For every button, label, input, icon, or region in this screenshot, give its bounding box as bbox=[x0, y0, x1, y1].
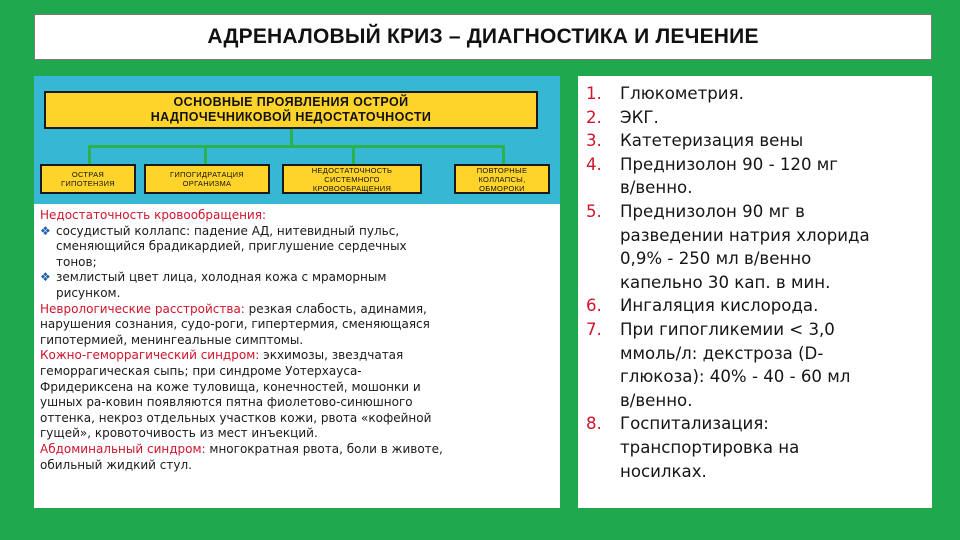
abd-line1: многократная рвота, боли в животе, bbox=[209, 441, 443, 456]
box-hypotension-line1: ОСТРАЯ bbox=[71, 170, 105, 179]
main-manifestations-box bbox=[44, 91, 538, 129]
treatment-item bbox=[586, 412, 928, 483]
treatment-line: Глюкометрия. bbox=[620, 84, 744, 103]
box-circulation-failure bbox=[282, 164, 422, 194]
manifestations-diagram bbox=[34, 76, 560, 204]
treatment-line: ЭКГ. bbox=[620, 107, 659, 127]
treatment-line: Ингаляция кислорода. bbox=[620, 296, 819, 316]
box-collapses-line2: КОЛЛАПСЫ, bbox=[478, 174, 526, 184]
treatment-line: Преднизолон 90 мг в bbox=[620, 201, 805, 221]
treatment-item-text bbox=[620, 294, 928, 318]
treatment-item bbox=[586, 82, 928, 106]
treatment-line: в/венно. bbox=[620, 390, 693, 410]
bullet2-line2: рисунком. bbox=[56, 285, 121, 300]
treatment-item-number: 3. bbox=[586, 131, 602, 151]
treatment-line: При гипогликемии < 3,0 bbox=[620, 319, 835, 339]
symptoms-text bbox=[40, 208, 554, 473]
skin-line1: экхимозы, звездчатая bbox=[263, 348, 404, 363]
treatment-item-number: 7. bbox=[586, 319, 602, 339]
connector-1 bbox=[88, 145, 91, 164]
abdominal-paragraph bbox=[40, 442, 554, 473]
heading-neuro: Неврологические расстройства: bbox=[40, 301, 245, 316]
box-collapses-line1: ПОВТОРНЫЕ bbox=[476, 165, 528, 175]
treatment-item bbox=[586, 200, 928, 294]
box-hypotension bbox=[40, 164, 136, 194]
treatment-item bbox=[586, 129, 928, 153]
bullet-collapse bbox=[40, 224, 554, 271]
box-circulation-line1: НЕДОСТАТОЧНОСТЬ bbox=[311, 165, 393, 175]
neuro-line1: резкая слабость, адинамия, bbox=[248, 301, 427, 316]
treatment-line: в/венно. bbox=[620, 178, 693, 198]
treatment-line: транспортировка на bbox=[620, 437, 800, 457]
bullet1-line1: сосудистый коллапс: падение АД, нитевидный пульс, bbox=[56, 223, 400, 238]
neuro-paragraph bbox=[40, 302, 554, 349]
treatment-line: 0,9% - 250 мл в/венно bbox=[620, 249, 812, 269]
connector-2 bbox=[204, 145, 207, 164]
treatment-item bbox=[586, 294, 928, 318]
left-panel bbox=[34, 76, 560, 508]
box-hypohydration-line2: ОРГАНИЗМА bbox=[182, 179, 232, 188]
treatment-line: Преднизолон 90 - 120 мг bbox=[620, 154, 839, 174]
heading-abdominal: Абдоминальный синдром: bbox=[40, 441, 206, 456]
treatment-item-text bbox=[620, 106, 928, 130]
skin-paragraph bbox=[40, 348, 554, 442]
treatment-line: глюкоза): 40% - 40 - 60 мл bbox=[620, 367, 851, 387]
diamond-bullet-icon: ❖ bbox=[40, 270, 51, 285]
treatment-item bbox=[586, 318, 928, 412]
treatment-item bbox=[586, 153, 928, 200]
diamond-bullet-icon: ❖ bbox=[40, 223, 51, 238]
treatment-line: Катетеризация вены bbox=[620, 131, 804, 151]
treatment-item-text bbox=[620, 318, 928, 412]
bullet1-line2: сменяющийся брадикардией, приглушение сердечных bbox=[56, 239, 407, 254]
skin-line5: оттенка, некроз отдельных участков кожи, рвота «кофейной bbox=[40, 410, 432, 425]
slide-title-box bbox=[34, 14, 932, 60]
connector-top bbox=[290, 129, 293, 146]
skin-line3: Фридериксена на коже туловища, конечностей, мошонки и bbox=[40, 379, 421, 394]
treatment-item-text bbox=[620, 153, 928, 200]
heading-skin: Кожно-геморрагический синдром: bbox=[40, 348, 260, 363]
treatment-item-number: 1. bbox=[586, 84, 602, 103]
treatment-item-number: 8. bbox=[586, 414, 602, 434]
treatment-item bbox=[586, 106, 928, 130]
bullet1-line3: тонов; bbox=[56, 254, 97, 269]
connector-4 bbox=[502, 145, 505, 164]
treatment-line: разведении натрия хлорида bbox=[620, 225, 870, 245]
treatment-item-text bbox=[620, 82, 928, 106]
main-box-line1: ОСНОВНЫЕ ПРОЯВЛЕНИЯ ОСТРОЙ bbox=[173, 95, 409, 109]
treatment-list bbox=[586, 82, 928, 483]
abd-line2: обильный жидкий стул. bbox=[40, 457, 192, 472]
treatment-item-number: 2. bbox=[586, 107, 602, 127]
heading-circulation: Недостаточность кровообращения: bbox=[40, 208, 266, 222]
treatment-item-number: 4. bbox=[586, 154, 602, 174]
treatment-panel bbox=[578, 76, 932, 508]
bullet-skin-color bbox=[40, 270, 554, 301]
treatment-item-text bbox=[620, 129, 928, 153]
neuro-line2: нарушения сознания, судо-роги, гипертермия, сменяющаяся bbox=[40, 317, 430, 332]
skin-line6: гущей», кровоточивость из мест инъекций. bbox=[40, 426, 318, 441]
skin-line2: геморрагическая сыпь; при синдроме Уотерхауса- bbox=[40, 363, 362, 378]
box-collapses bbox=[454, 164, 550, 194]
treatment-item-text bbox=[620, 200, 928, 294]
treatment-item-number: 5. bbox=[586, 201, 602, 221]
neuro-line3: гипотермией, менингеальные симптомы. bbox=[40, 332, 304, 347]
box-hypotension-line2: ГИПОТЕНЗИЯ bbox=[60, 179, 115, 188]
slide-title: АДРЕНАЛОВЫЙ КРИЗ – ДИАГНОСТИКА И ЛЕЧЕНИЕ bbox=[207, 25, 759, 48]
treatment-line: капельно 30 кап. в мин. bbox=[620, 272, 831, 292]
treatment-line: Госпитализация: bbox=[620, 414, 769, 434]
box-hypohydration-line1: ГИПОГИДРАТАЦИЯ bbox=[169, 170, 244, 179]
box-collapses-line3: ОБМОРОКИ bbox=[479, 183, 525, 193]
treatment-line: носилках. bbox=[620, 461, 707, 481]
box-circulation-line2: СИСТЕМНОГО bbox=[324, 174, 380, 184]
box-circulation-line3: КРОВООБРАЩЕНИЯ bbox=[312, 183, 392, 193]
treatment-item-number: 6. bbox=[586, 296, 602, 316]
main-box-line2: НАДПОЧЕЧНИКОВОЙ НЕДОСТАТОЧНОСТИ bbox=[150, 110, 432, 124]
connector-3 bbox=[352, 145, 355, 164]
treatment-line: ммоль/л: декстроза (D- bbox=[620, 343, 824, 363]
bullet2-line1: землистый цвет лица, холодная кожа с мраморным bbox=[56, 270, 387, 285]
treatment-item-text bbox=[620, 412, 928, 483]
box-hypohydration bbox=[144, 164, 270, 194]
skin-line4: ушных ра-ковин появляются пятна фиолетово-синюшного bbox=[40, 395, 413, 410]
connector-horizontal bbox=[88, 145, 504, 148]
